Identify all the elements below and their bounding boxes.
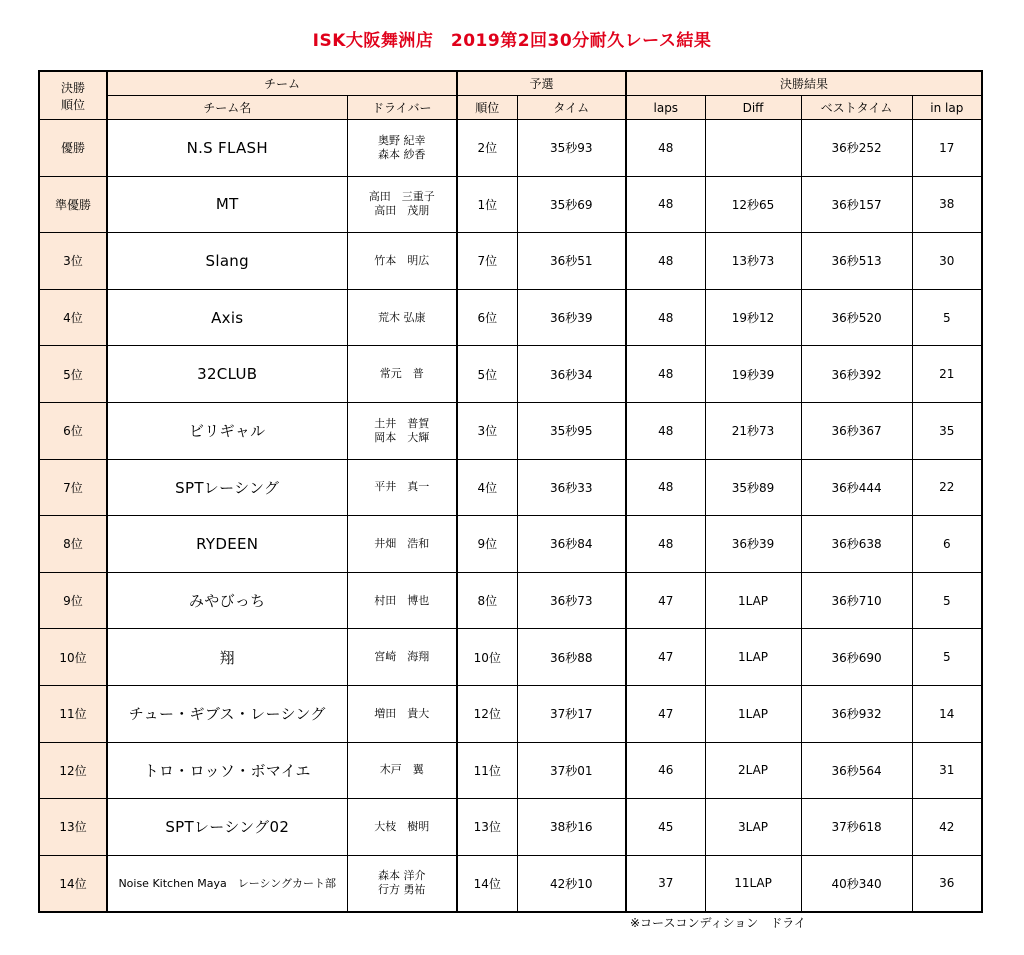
cell-team-name: みやびっち [107, 572, 347, 629]
table-row [39, 402, 982, 459]
cell-best-time: 36秒564 [801, 742, 912, 799]
cell-drivers [347, 742, 457, 799]
table-row [39, 629, 982, 686]
cell-best-time: 36秒520 [801, 289, 912, 346]
cell-in-lap: 31 [912, 742, 982, 799]
cell-drivers [347, 799, 457, 856]
cell-laps: 37 [626, 855, 705, 912]
cell-final-rank: 14位 [39, 855, 107, 912]
cell-in-lap: 42 [912, 799, 982, 856]
header-team-group: チーム [107, 71, 457, 96]
header-laps: laps [626, 96, 705, 120]
cell-in-lap: 5 [912, 572, 982, 629]
table-row [39, 346, 982, 403]
cell-in-lap: 14 [912, 685, 982, 742]
cell-qual-rank: 6位 [457, 289, 517, 346]
header-final-rank [39, 71, 107, 120]
header-best-time: ベストタイム [801, 96, 912, 120]
page-title: ISK大阪舞洲店 2019第2回30分耐久レース結果 [312, 31, 712, 51]
cell-qual-rank: 8位 [457, 572, 517, 629]
cell-in-lap: 38 [912, 176, 982, 233]
driver-name: 森本 紗香 [378, 147, 426, 161]
cell-best-time: 37秒618 [801, 799, 912, 856]
driver-name: 高田 三重子 [368, 190, 435, 204]
cell-team-name: 32CLUB [107, 346, 347, 403]
cell-qual-rank: 11位 [457, 742, 517, 799]
driver-name: 奥野 紀幸 [378, 133, 426, 147]
cell-qual-rank: 12位 [457, 685, 517, 742]
cell-qual-time: 35秒93 [517, 120, 626, 177]
driver-name: 井畑 浩和 [374, 536, 430, 550]
cell-qual-time: 35秒69 [517, 176, 626, 233]
cell-drivers [347, 516, 457, 573]
cell-in-lap: 30 [912, 233, 982, 290]
cell-laps: 48 [626, 516, 705, 573]
cell-qual-time: 37秒17 [517, 685, 626, 742]
cell-best-time: 36秒444 [801, 459, 912, 516]
cell-diff: 19秒12 [705, 289, 801, 346]
cell-qual-time: 38秒16 [517, 799, 626, 856]
cell-laps: 48 [626, 459, 705, 516]
driver-name: 常元 普 [379, 367, 424, 381]
cell-laps: 46 [626, 742, 705, 799]
cell-final-rank: 優勝 [39, 120, 107, 177]
cell-drivers [347, 176, 457, 233]
driver-name: 大枝 樹明 [374, 819, 430, 833]
cell-qual-time: 36秒51 [517, 233, 626, 290]
header-in-lap: in lap [912, 96, 982, 120]
driver-name: 行方 勇祐 [378, 883, 426, 897]
cell-qual-rank: 3位 [457, 402, 517, 459]
driver-name: 村田 博也 [374, 593, 430, 607]
cell-final-rank: 4位 [39, 289, 107, 346]
cell-final-rank: 準優勝 [39, 176, 107, 233]
cell-drivers [347, 346, 457, 403]
cell-final-rank: 9位 [39, 572, 107, 629]
header-final-rank-line2: 順位 [60, 97, 85, 112]
driver-name: 増田 貴大 [374, 706, 430, 720]
table-row [39, 289, 982, 346]
table-row [39, 685, 982, 742]
cell-drivers [347, 233, 457, 290]
header-final-group: 決勝結果 [626, 71, 982, 96]
cell-team-name: MT [107, 176, 347, 233]
cell-in-lap: 6 [912, 516, 982, 573]
driver-name: 土井 普賀 [374, 416, 430, 430]
header-team-name: チーム名 [107, 96, 347, 120]
cell-diff: 19秒39 [705, 346, 801, 403]
cell-final-rank: 6位 [39, 402, 107, 459]
cell-diff: 1LAP [705, 685, 801, 742]
results-table [38, 70, 983, 913]
cell-qual-rank: 5位 [457, 346, 517, 403]
cell-qual-rank: 9位 [457, 516, 517, 573]
cell-best-time: 36秒638 [801, 516, 912, 573]
cell-qual-rank: 1位 [457, 176, 517, 233]
cell-team-name: 翔 [107, 629, 347, 686]
cell-qual-time: 36秒33 [517, 459, 626, 516]
cell-qual-rank: 7位 [457, 233, 517, 290]
table-row [39, 742, 982, 799]
cell-diff: 12秒65 [705, 176, 801, 233]
driver-name: 荒木 弘康 [378, 310, 426, 324]
header-qual-time: タイム [517, 96, 626, 120]
driver-name: 宮崎 海翔 [374, 650, 430, 664]
cell-in-lap: 21 [912, 346, 982, 403]
table-row [39, 572, 982, 629]
cell-qual-rank: 2位 [457, 120, 517, 177]
cell-team-name: Noise Kitchen Maya レーシングカート部 [107, 855, 347, 912]
cell-laps: 47 [626, 629, 705, 686]
cell-final-rank: 7位 [39, 459, 107, 516]
cell-best-time: 40秒340 [801, 855, 912, 912]
cell-qual-time: 42秒10 [517, 855, 626, 912]
cell-in-lap: 35 [912, 402, 982, 459]
cell-laps: 45 [626, 799, 705, 856]
cell-diff: 35秒89 [705, 459, 801, 516]
cell-diff: 1LAP [705, 572, 801, 629]
cell-laps: 48 [626, 289, 705, 346]
cell-team-name: N.S FLASH [107, 120, 347, 177]
header-qual-rank: 順位 [457, 96, 517, 120]
cell-diff: 21秒73 [705, 402, 801, 459]
cell-in-lap: 22 [912, 459, 982, 516]
cell-final-rank: 8位 [39, 516, 107, 573]
cell-diff: 1LAP [705, 629, 801, 686]
cell-team-name: Slang [107, 233, 347, 290]
cell-diff: 13秒73 [705, 233, 801, 290]
driver-name: 平井 真一 [374, 480, 430, 494]
cell-diff: 3LAP [705, 799, 801, 856]
cell-qual-time: 36秒88 [517, 629, 626, 686]
cell-diff [705, 120, 801, 177]
table-row [39, 799, 982, 856]
cell-drivers [347, 629, 457, 686]
cell-drivers [347, 459, 457, 516]
cell-qual-rank: 10位 [457, 629, 517, 686]
cell-team-name: チュー・ギブス・レーシング [107, 685, 347, 742]
table-row [39, 176, 982, 233]
cell-laps: 48 [626, 120, 705, 177]
cell-diff: 11LAP [705, 855, 801, 912]
cell-qual-time: 36秒84 [517, 516, 626, 573]
cell-final-rank: 3位 [39, 233, 107, 290]
cell-best-time: 36秒513 [801, 233, 912, 290]
cell-qual-time: 36秒73 [517, 572, 626, 629]
cell-best-time: 36秒690 [801, 629, 912, 686]
driver-name: 木戸 翼 [379, 763, 424, 777]
cell-in-lap: 36 [912, 855, 982, 912]
cell-in-lap: 17 [912, 120, 982, 177]
cell-in-lap: 5 [912, 289, 982, 346]
cell-team-name: トロ・ロッソ・ボマイエ [107, 742, 347, 799]
cell-qual-rank: 13位 [457, 799, 517, 856]
cell-final-rank: 12位 [39, 742, 107, 799]
cell-team-name: SPTレーシング02 [107, 799, 347, 856]
driver-name: 高田 茂朋 [374, 204, 430, 218]
table-row [39, 120, 982, 177]
header-diff: Diff [705, 96, 801, 120]
cell-drivers [347, 572, 457, 629]
table-row [39, 855, 982, 912]
cell-laps: 48 [626, 346, 705, 403]
cell-qual-time: 36秒34 [517, 346, 626, 403]
cell-best-time: 36秒932 [801, 685, 912, 742]
table-row [39, 233, 982, 290]
cell-drivers [347, 855, 457, 912]
cell-best-time: 36秒392 [801, 346, 912, 403]
cell-final-rank: 13位 [39, 799, 107, 856]
cell-laps: 48 [626, 176, 705, 233]
cell-qual-time: 36秒39 [517, 289, 626, 346]
cell-team-name: ビリギャル [107, 402, 347, 459]
cell-qual-time: 37秒01 [517, 742, 626, 799]
cell-drivers [347, 289, 457, 346]
cell-best-time: 36秒367 [801, 402, 912, 459]
cell-best-time: 36秒710 [801, 572, 912, 629]
cell-laps: 47 [626, 572, 705, 629]
cell-final-rank: 5位 [39, 346, 107, 403]
cell-drivers [347, 120, 457, 177]
cell-diff: 36秒39 [705, 516, 801, 573]
cell-final-rank: 10位 [39, 629, 107, 686]
cell-laps: 47 [626, 685, 705, 742]
cell-qual-rank: 4位 [457, 459, 517, 516]
cell-team-name: SPTレーシング [107, 459, 347, 516]
cell-qual-rank: 14位 [457, 855, 517, 912]
driver-name: 岡本 大輝 [374, 430, 430, 444]
cell-team-name: RYDEEN [107, 516, 347, 573]
cell-qual-time: 35秒95 [517, 402, 626, 459]
header-driver: ドライバー [347, 96, 457, 120]
cell-best-time: 36秒157 [801, 176, 912, 233]
table-row [39, 516, 982, 573]
table-row [39, 459, 982, 516]
cell-drivers [347, 685, 457, 742]
header-final-rank-line1: 決勝 [60, 80, 85, 95]
cell-diff: 2LAP [705, 742, 801, 799]
driver-name: 森本 洋介 [378, 869, 426, 883]
cell-laps: 48 [626, 233, 705, 290]
cell-laps: 48 [626, 402, 705, 459]
cell-best-time: 36秒252 [801, 120, 912, 177]
course-condition-note: ※コースコンディション ドライ [630, 916, 806, 930]
cell-team-name: Axis [107, 289, 347, 346]
cell-in-lap: 5 [912, 629, 982, 686]
cell-drivers [347, 402, 457, 459]
cell-final-rank: 11位 [39, 685, 107, 742]
driver-name: 竹本 明広 [374, 253, 430, 267]
header-qualifying-group: 予選 [457, 71, 626, 96]
